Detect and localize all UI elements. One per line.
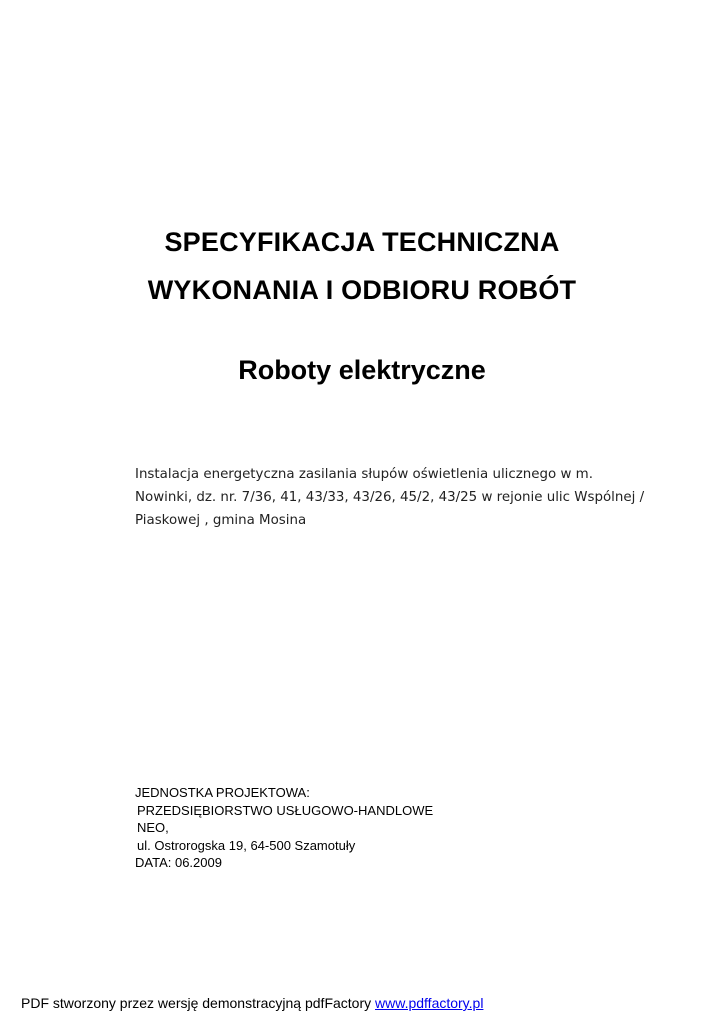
project-description xyxy=(135,463,655,532)
designer-label: JEDNOSTKA PROJEKTOWA: xyxy=(135,785,310,800)
document-title xyxy=(0,218,724,314)
description-line: Piaskowej , gmina Mosina xyxy=(135,513,307,528)
designer-company-line-2: NEO, xyxy=(137,820,169,835)
designer-company-line-1: PRZEDSIĘBIORSTWO USŁUGOWO-HANDLOWE xyxy=(137,802,434,818)
description-line: Nowinki, dz. nr. 7/36, 41, 43/33, 43/26, 45/2, 43/25 w rejonie ulic Wspólnej / xyxy=(135,490,645,505)
document-date: DATA: 06.2009 xyxy=(135,855,222,870)
designer-address: ul. Ostrorogska 19, 64-500 Szamotuły xyxy=(137,837,356,853)
description-line: Instalacja energetyczna zasilania słupów oświetlenia ulicznego w m. xyxy=(135,467,593,482)
pdffactory-link[interactable]: www.pdffactory.pl xyxy=(375,995,484,1011)
title-line-2: WYKONANIA I ODBIORU ROBÓT xyxy=(147,275,577,305)
designer-block xyxy=(135,784,433,872)
document-subtitle: Roboty elektryczne xyxy=(238,355,486,385)
footer-text: PDF stworzony przez wersję demonstracyjną pdfFactory xyxy=(21,995,376,1011)
title-line-1: SPECYFIKACJA TECHNICZNA xyxy=(164,227,560,257)
pdf-footer xyxy=(21,994,483,1012)
